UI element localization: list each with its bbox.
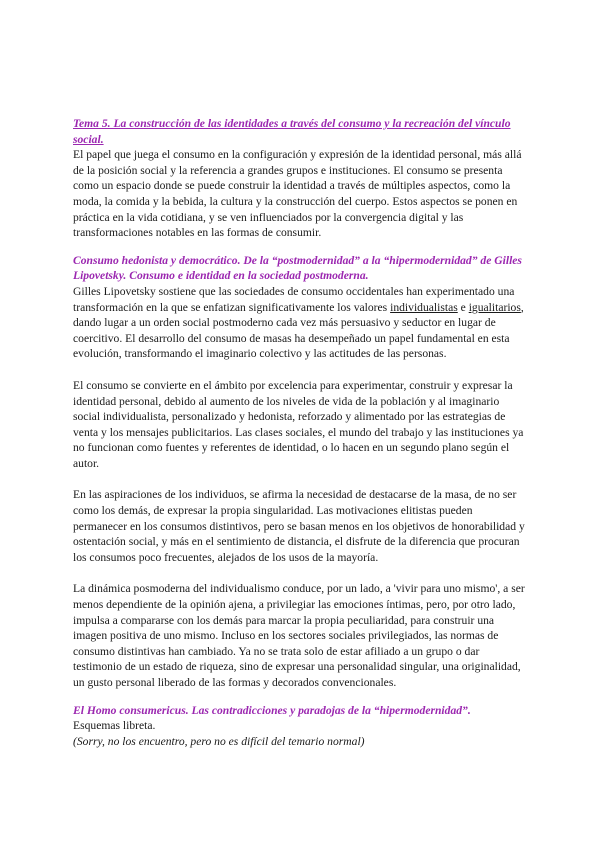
document-content	[73, 116, 529, 749]
section3-note: (Sorry, no los encuentro, pero no es difícil del temario normal)	[73, 734, 365, 748]
p1-text-after: , dando lugar a un orden social postmoderno cada vez más persuasivo y seductor en lugar de coercitivo. El desarrollo del consumo de masas ha desempeñado un papel fundamental en esta evolución, transformando el imaginario colectivo y las actitudes de las personas.	[73, 300, 524, 361]
section2-paragraph-3: En las aspiraciones de los individuos, se afirma la necesidad de destacarse de la masa, de no ser como los demás, de expresar la propia singularidad. Las motivaciones elitistas pueden permanecer en los consumos distintivos, pero se basan menos en los objetivos de honorabilidad y ostentación social, y más en el sentimiento de distancia, el disfrute de la diferencia que procuran los consumos poco frecuentes, alejados de los usos de la mayoría.	[73, 488, 525, 564]
section2-paragraph-1	[73, 284, 529, 362]
underlined-word-igualitarios: igualitarios	[468, 300, 521, 314]
section2-paragraph-4: La dinámica posmoderna del individualismo conduce, por un lado, a 'vivir para uno mismo', a ser menos dependiente de la opinión ajena, a privilegiar las emociones íntimas, pero, por otro lado, impulsa a compararse con los demás para marcar la propia peculiaridad, para construir una imagen positiva de uno mismo. Incluso en los sectores sociales privilegiados, las normas de consumo distintivas han cambiado. Ya no se trata solo de estar afiliado a un grupo o dar testimonio de un estado de riqueza, sino de expresar una personalidad singular, una originalidad, un gusto personal liberado de las formas y decorados convencionales.	[73, 582, 525, 689]
p1-text-before: Gilles Lipovetsky sostiene que las sociedades de consumo occidentales han experimentado una transformación en la que se enfatizan significativamente los valores	[73, 284, 515, 314]
section3-line: Esquemas libreta.	[73, 719, 156, 733]
section3-title: El Homo consumericus. Las contradicciones y paradojas de la “hipermodernidad”.	[73, 703, 471, 717]
section2-paragraph-2: El consumo se convierte en el ámbito por excelencia para experimentar, construir y expresar la identidad personal, debido al aumento de los niveles de vida de la población y al imaginario social individualista, personalizado y hedonista, reforzado y alimentado por las estrategias de venta y los mensajes publicitarios. Las clases sociales, el mundo del trabajo y las instituciones ya no funcionan como fuentes y referentes de identidad, o lo hacen en un segundo plano según el autor.	[73, 378, 524, 470]
section1-body: El papel que juega el consumo en la configuración y expresión de la identidad personal, más allá de la posición social y la referencia a grandes grupos e instituciones. El consumo se presenta como un espacio donde se puede construir la identidad a través de múltiples aspectos, como la moda, la comida y la bebida, la cultura y la construcción del cuerpo. Estos aspectos se ponen en práctica en la vida cotidiana, y se ven influenciados por la convergencia digital y las transformaciones notables en las formas de consumir.	[73, 148, 522, 240]
section1-title: Tema 5. La construcción de las identidades a través del consumo y la recreación del vínculo social.	[73, 117, 511, 146]
p1-text-mid: e	[457, 300, 469, 314]
underlined-word-individualistas: individualistas	[390, 300, 458, 314]
section2-title: Consumo hedonista y democrático. De la “postmodernidad” a la “hipermodernidad” de Gilles Lipovetsky. Consumo e identidad en la sociedad postmoderna.	[73, 253, 522, 283]
